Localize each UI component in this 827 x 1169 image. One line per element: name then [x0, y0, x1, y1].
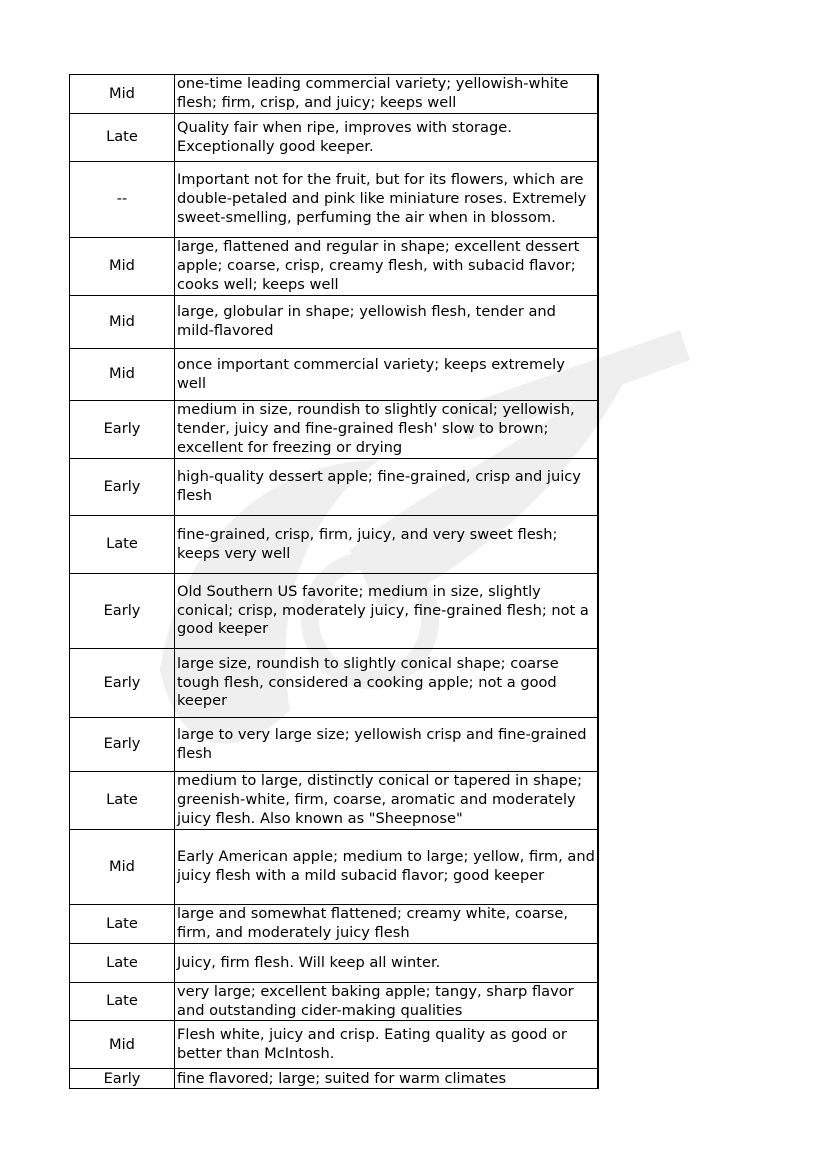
- season-cell: Late: [70, 983, 175, 1021]
- description-cell: Early American apple; medium to large; yellow, firm, and juicy flesh with a mild subacid flavor; good keeper: [175, 830, 599, 905]
- season-cell: Late: [70, 905, 175, 944]
- table-row: [70, 1069, 599, 1089]
- season-cell: Early: [70, 1069, 175, 1089]
- description-cell: Flesh white, juicy and crisp. Eating quality as good or better than McIntosh.: [175, 1021, 599, 1069]
- table-row: [70, 718, 599, 772]
- description-cell: large size, roundish to slightly conical shape; coarse tough flesh, considered a cooking apple; not a good keeper: [175, 649, 599, 718]
- season-cell: Late: [70, 516, 175, 574]
- table-row: [70, 830, 599, 905]
- description-cell: very large; excellent baking apple; tangy, sharp flavor and outstanding cider-making qualities: [175, 983, 599, 1021]
- description-cell: Old Southern US favorite; medium in size, slightly conical; crisp, moderately juicy, fine-grained flesh; not a good keeper: [175, 574, 599, 649]
- table-row: [70, 574, 599, 649]
- table-row: [70, 162, 599, 238]
- season-cell: Early: [70, 574, 175, 649]
- description-cell: once important commercial variety; keeps extremely well: [175, 349, 599, 401]
- table-row: [70, 983, 599, 1021]
- table-row: [70, 944, 599, 983]
- description-cell: large, flattened and regular in shape; excellent dessert apple; coarse, crisp, creamy flesh, with subacid flavor; cooks well; keeps well: [175, 238, 599, 296]
- table-row: [70, 238, 599, 296]
- season-cell: Late: [70, 944, 175, 983]
- description-cell: high-quality dessert apple; fine-grained, crisp and juicy flesh: [175, 459, 599, 516]
- description-cell: large to very large size; yellowish crisp and fine-grained flesh: [175, 718, 599, 772]
- season-cell: --: [70, 162, 175, 238]
- table-row: [70, 772, 599, 830]
- table-row: [70, 114, 599, 162]
- season-cell: Mid: [70, 296, 175, 349]
- table-row: [70, 905, 599, 944]
- description-cell: large and somewhat flattened; creamy white, coarse, firm, and moderately juicy flesh: [175, 905, 599, 944]
- table-row: [70, 401, 599, 459]
- season-cell: Late: [70, 772, 175, 830]
- description-cell: Important not for the fruit, but for its flowers, which are double-petaled and pink like miniature roses. Extremely sweet-smelling, perfuming the air when in blossom.: [175, 162, 599, 238]
- description-cell: fine-grained, crisp, firm, juicy, and very sweet flesh; keeps very well: [175, 516, 599, 574]
- apple-variety-table: [69, 74, 599, 1089]
- season-cell: Mid: [70, 238, 175, 296]
- season-cell: Early: [70, 649, 175, 718]
- table-row: [70, 516, 599, 574]
- description-cell: medium in size, roundish to slightly conical; yellowish, tender, juicy and fine-grained flesh' slow to brown; excellent for freezing or drying: [175, 401, 599, 459]
- season-cell: Mid: [70, 75, 175, 114]
- description-cell: medium to large, distinctly conical or tapered in shape; greenish-white, firm, coarse, aromatic and moderately juicy flesh. Also known as "Sheepnose": [175, 772, 599, 830]
- description-cell: one-time leading commercial variety; yellowish-white flesh; firm, crisp, and juicy; keeps well: [175, 75, 599, 114]
- season-cell: Mid: [70, 830, 175, 905]
- table-row: [70, 349, 599, 401]
- season-cell: Mid: [70, 349, 175, 401]
- season-cell: Early: [70, 401, 175, 459]
- season-cell: Early: [70, 459, 175, 516]
- table-row: [70, 296, 599, 349]
- season-cell: Mid: [70, 1021, 175, 1069]
- description-cell: large, globular in shape; yellowish flesh, tender and mild-flavored: [175, 296, 599, 349]
- description-cell: Quality fair when ripe, improves with storage. Exceptionally good keeper.: [175, 114, 599, 162]
- table-row: [70, 1021, 599, 1069]
- table-row: [70, 649, 599, 718]
- table-row: [70, 459, 599, 516]
- season-cell: Late: [70, 114, 175, 162]
- description-cell: fine flavored; large; suited for warm climates: [175, 1069, 599, 1089]
- table-row: [70, 75, 599, 114]
- description-cell: Juicy, firm flesh. Will keep all winter.: [175, 944, 599, 983]
- season-cell: Early: [70, 718, 175, 772]
